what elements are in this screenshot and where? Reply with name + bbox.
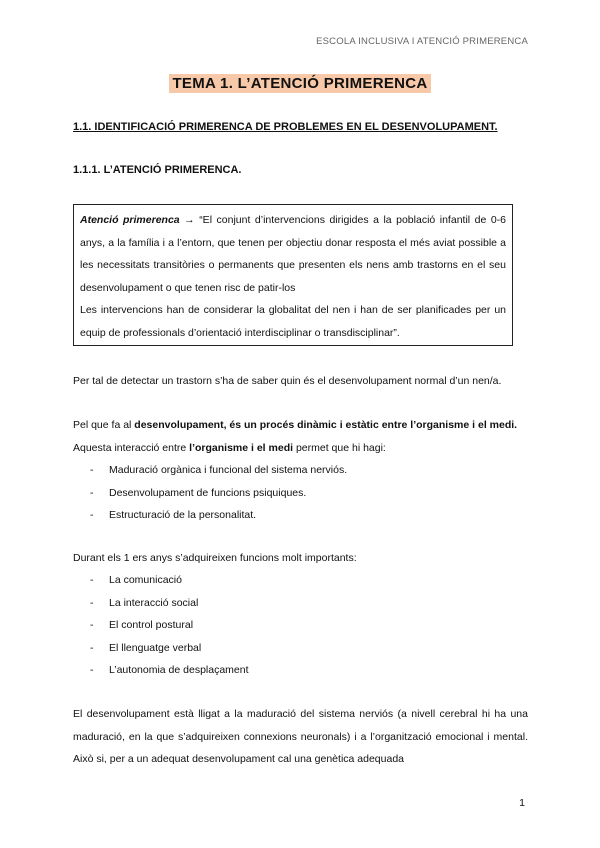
title-container xyxy=(0,74,600,93)
paragraph-text: El desenvolupament està lligat a la maduració del sistema nerviós (a nivell cerebral hi ha una maduració, en la que s’adquireixen connexions neuronals) i a l’organització emocional i mental. Això si, per a un adequat desenvolupament cal una genètica adequada xyxy=(73,708,528,765)
list-item xyxy=(90,569,249,592)
definition-paragraph-2: Les intervencions han de considerar la globalitat del nen i han de ser planificades per un equip de professionals d’orientació interdisciplinar o transdisciplinar”. xyxy=(80,304,506,339)
subsection-heading: 1.1.1. L’ATENCIÓ PRIMERENCA. xyxy=(73,164,242,176)
list-item-text: L’autonomia de desplaçament xyxy=(109,664,249,676)
text-span: permet que hi hagi: xyxy=(293,441,386,454)
bold-text: desenvolupament, és un procés dinàmic i estàtic entre l’organisme i el medi. xyxy=(134,419,518,431)
list-item-text: La comunicació xyxy=(109,574,182,586)
list-item-text: Estructuració de la personalitat. xyxy=(109,509,257,521)
page-title: TEMA 1. L’ATENCIÓ PRIMERENCA xyxy=(169,74,430,93)
text-span: Aquesta interacció entre xyxy=(73,441,190,454)
list-item-text: Desenvolupament de funcions psiquiques. xyxy=(109,486,307,499)
list-item xyxy=(90,637,249,660)
bullet-dash: - xyxy=(90,464,94,476)
bullet-dash: - xyxy=(90,486,94,499)
bullet-dash: - xyxy=(90,664,94,676)
list-functions xyxy=(90,569,249,682)
bullet-dash: - xyxy=(90,596,94,609)
paragraph-development xyxy=(73,414,528,459)
paragraph-line xyxy=(73,437,528,460)
definition-text: “El conjunt d’intervencions dirigides a la població infantil de 0-6 anys, a la família i a l’entorn, que tenen per objectiu donar resposta el més aviat possible a les necessitats transitòries o permanents que presenten els nens amb trastorns en el seu desenvolupament o que tenen risc de patir-los xyxy=(80,214,506,294)
list-item xyxy=(90,592,249,615)
bullet-dash: - xyxy=(90,641,94,654)
paragraph-text: Durant els 1 ers anys s’adquireixen funcions molt importants: xyxy=(73,552,357,564)
definition-box xyxy=(73,204,513,346)
list-item-text: El control postural xyxy=(109,619,194,631)
paragraph-maturation xyxy=(73,703,528,771)
list-item xyxy=(90,482,347,505)
list-item-text: La interacció social xyxy=(109,596,199,609)
section-heading: 1.1. IDENTIFICACIÓ PRIMERENCA DE PROBLEMES EN EL DESENVOLUPAMENT. xyxy=(73,121,498,133)
bullet-dash: - xyxy=(90,509,94,521)
text-span: Pel que fa al xyxy=(73,419,135,431)
paragraph-text: Per tal de detectar un trastorn s’ha de saber quin és el desenvolupament normal d’un nen/a. xyxy=(73,375,502,387)
definition-paragraph xyxy=(80,209,506,299)
list-item-text: Maduració orgànica i funcional del sistema nerviós. xyxy=(109,464,348,476)
paragraph-detect xyxy=(73,370,528,393)
bullet-dash: - xyxy=(90,619,94,631)
page-number: 1 xyxy=(519,797,525,809)
list-item xyxy=(90,459,347,482)
arrow-symbol: → xyxy=(179,214,200,226)
list-item-text: El llenguatge verbal xyxy=(109,641,202,654)
paragraph-functions xyxy=(73,547,528,570)
bullet-dash: - xyxy=(90,574,94,586)
bold-text: l’organisme i el medi xyxy=(189,441,294,454)
definition-term: Atenció primerenca xyxy=(80,214,180,226)
list-item xyxy=(90,614,249,637)
list-development xyxy=(90,459,347,527)
list-item xyxy=(90,659,249,682)
running-header: ESCOLA INCLUSIVA I ATENCIÓ PRIMERENCA xyxy=(316,36,528,47)
list-item xyxy=(90,504,347,527)
paragraph-line xyxy=(73,414,528,437)
